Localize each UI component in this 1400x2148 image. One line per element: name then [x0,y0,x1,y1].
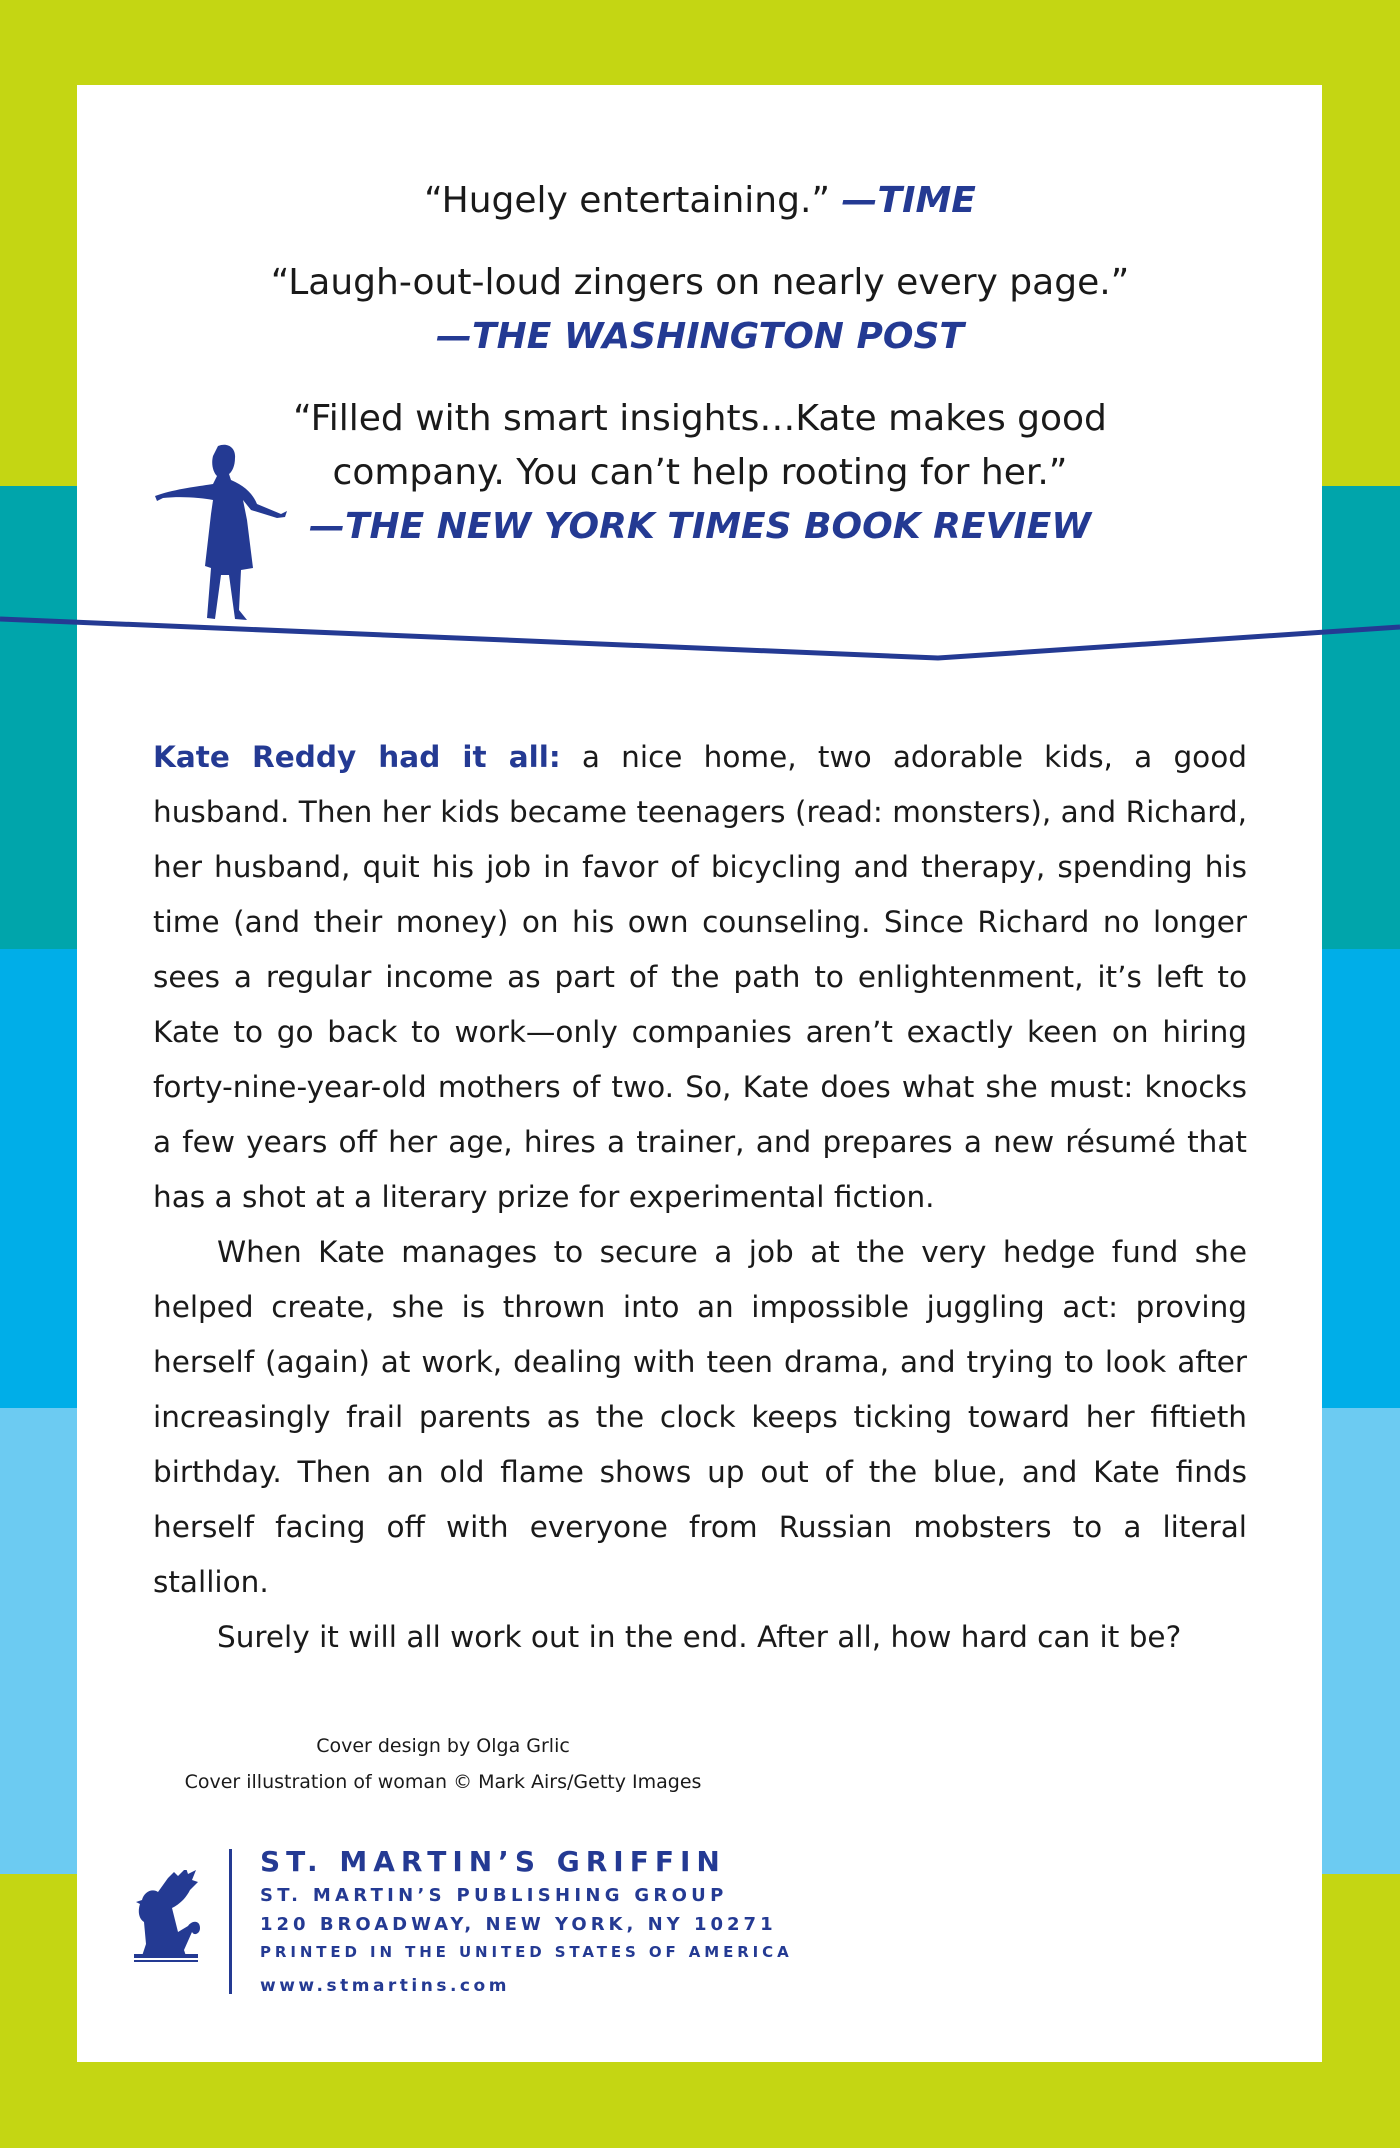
woman-on-tightrope-illustration [0,0,1400,700]
blurb-paragraph-3: Surely it will all work out in the end. After all, how hard can it be? [217,1620,1182,1654]
printed-in: PRINTED IN THE UNITED STATES OF AMERICA [260,1943,793,1961]
tightrope [0,619,1400,658]
woman-silhouette-icon [155,445,287,620]
quote-text: “Laugh-out-loud zingers on nearly every page.” [270,262,1130,303]
publisher-group: ST. MARTIN’S PUBLISHING GROUP [260,1885,728,1906]
publisher-address: 120 BROADWAY, NEW YORK, NY 10271 [260,1914,777,1935]
blurb-paragraph-2: When Kate manages to secure a job at the very hedge fund she helped create, she is thrown into an impossible juggling act: proving herself (again) at work, dealing with teen drama, and trying to look after increasingly frail parents as the clock keeps ticking toward her fiftieth birthday. Then an old flame shows up out of the blue, and Kate finds herself facing off with everyone from Russian mobsters to a literal stallion. [153,1235,1247,1599]
cover-illustration-credit: Cover illustration of woman © Mark Airs/Getty Images [184,1771,702,1793]
quote-text: “Hugely entertaining.” [424,180,831,221]
blurb-paragraph-1 [153,730,1247,1225]
publisher-website[interactable]: www.stmartins.com [260,1976,510,1996]
blurb [153,730,1247,1665]
blurb-text: a nice home, two adorable kids, a good husband. Then her kids became teenagers (read: monsters), and Richard, her husband, quit his job in favor of bicycling and therapy, spending his time (and their money) on his own counseling. Since Richard no longer sees a regular income as part of the path to enlightenment, it’s left to Kate to go back to work—only companies aren’t exactly keen on hiring forty-nine-year-old mothers of two. So, Kate does what she must: knocks a few years off her age, hires a trainer, and prepares a new résumé that has a shot at a literary prize for experimental fiction. [153,740,1247,1214]
griffin-logo-icon [132,1870,210,1966]
quote-text: company. You can’t help rooting for her.” [332,452,1068,493]
blurb-lead: Kate Reddy had it all: [153,740,561,774]
publisher-divider [229,1849,232,1994]
cover-design-credit: Cover design by Olga Grlic [316,1735,570,1757]
quote-text: “Filled with smart insights…Kate makes good [293,398,1107,439]
quote-source: —THE NEW YORK TIMES BOOK REVIEW [308,506,1092,547]
quote-source: —TIME [841,180,976,221]
publisher-imprint: ST. MARTIN’S GRIFFIN [260,1845,726,1878]
quote-source: —THE WASHINGTON POST [436,316,964,357]
